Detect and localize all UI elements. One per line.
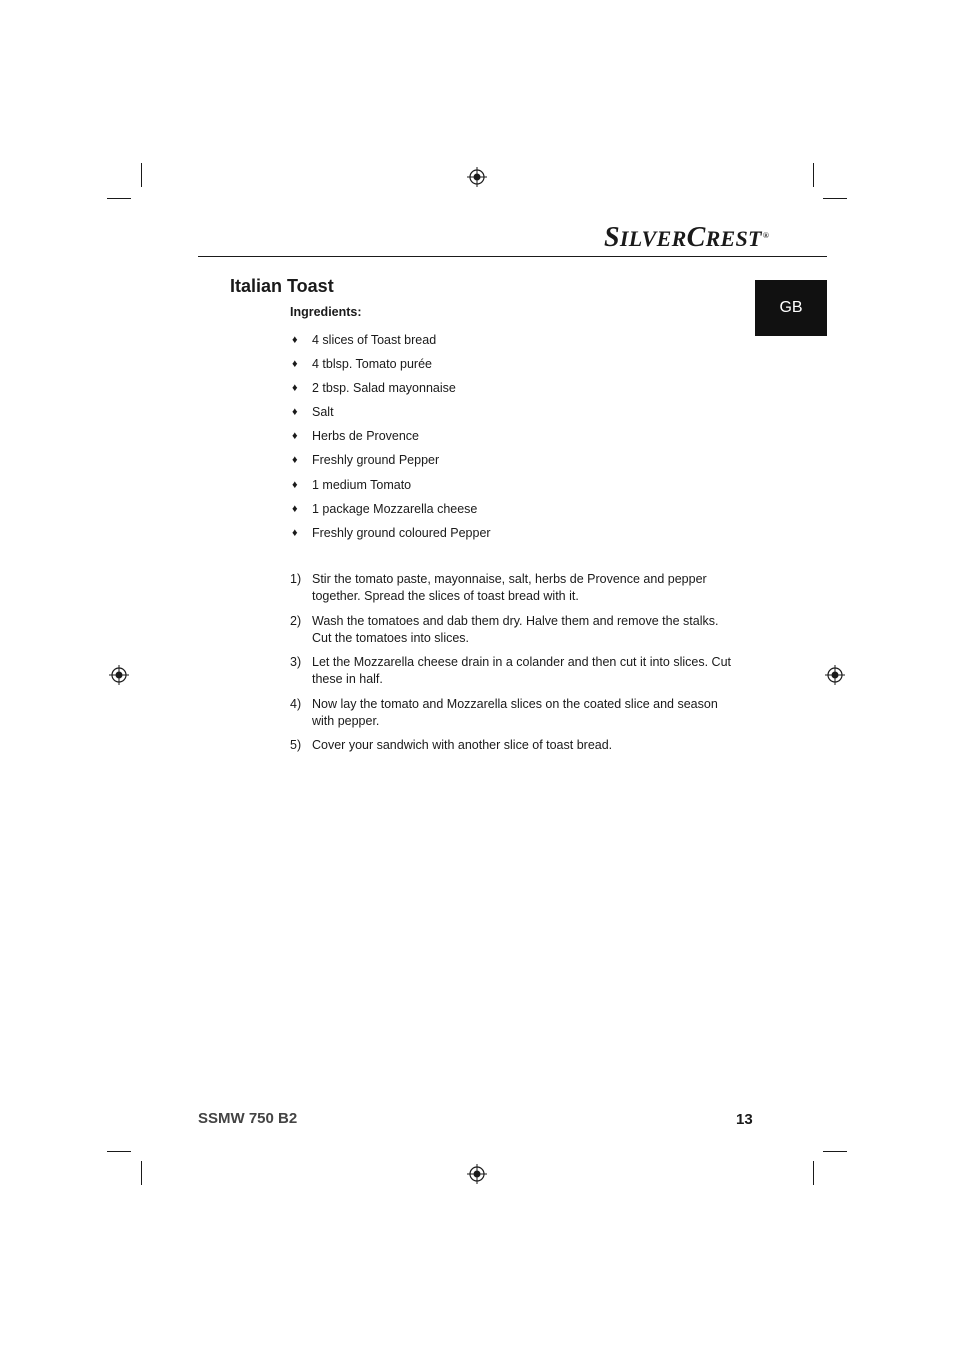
ingredient-item	[292, 524, 491, 548]
ingredient-text: 4 tblsp. Tomato purée	[312, 357, 432, 372]
registration-mark-icon	[467, 167, 487, 187]
registration-mark-icon	[825, 665, 845, 685]
diamond-bullet-icon: ♦	[292, 526, 298, 539]
page-title: Italian Toast	[230, 276, 334, 296]
diamond-bullet-icon: ♦	[292, 334, 298, 346]
instruction-step	[290, 613, 740, 647]
ingredient-item	[292, 331, 491, 355]
ingredient-text: Freshly ground Pepper	[312, 453, 440, 468]
step-number: 5)	[290, 738, 302, 752]
instructions-list	[290, 571, 740, 762]
crop-mark	[107, 198, 131, 199]
diamond-bullet-icon: ♦	[292, 358, 298, 371]
instruction-step	[290, 571, 740, 605]
crop-mark	[823, 198, 847, 199]
ingredients-list	[292, 331, 491, 548]
header-rule	[198, 256, 827, 257]
ingredient-item	[292, 451, 491, 475]
crop-mark	[823, 1151, 847, 1152]
crop-mark	[141, 1161, 142, 1185]
step-number: 3)	[290, 655, 302, 669]
ingredient-item	[292, 476, 491, 500]
page-number: 13	[736, 1111, 753, 1128]
registration-mark-icon	[467, 1164, 487, 1184]
crop-mark	[107, 1151, 131, 1152]
ingredient-text: 4 slices of Toast bread	[312, 333, 437, 347]
instruction-step	[290, 654, 740, 688]
ingredients-heading: Ingredients:	[290, 305, 362, 319]
model-number: SSMW 750 B2	[198, 1110, 298, 1127]
diamond-bullet-icon: ♦	[292, 454, 298, 467]
diamond-bullet-icon: ♦	[292, 502, 298, 515]
step-number: 4)	[290, 696, 302, 711]
ingredient-item	[292, 355, 491, 379]
crop-mark	[813, 1161, 814, 1185]
step-text: Wash the tomatoes and dab them dry. Halve them and remove the stalks. Cut the tomatoes into slices.	[312, 613, 719, 645]
language-tab: GB	[755, 280, 827, 336]
ingredient-text: Herbs de Provence	[312, 429, 420, 444]
ingredient-text: 2 tbsp. Salad mayonnaise	[312, 381, 456, 396]
ingredient-text: Salt	[312, 405, 334, 420]
crop-mark	[141, 163, 142, 187]
ingredient-text: 1 medium Tomato	[312, 477, 412, 492]
diamond-bullet-icon: ♦	[292, 406, 298, 419]
ingredient-item	[292, 500, 491, 524]
ingredient-item	[292, 379, 491, 403]
instruction-step	[290, 737, 740, 754]
diamond-bullet-icon: ♦	[292, 382, 298, 395]
diamond-bullet-icon: ♦	[292, 430, 298, 443]
instruction-step	[290, 696, 740, 730]
ingredient-text: 1 package Mozzarella cheese	[312, 501, 478, 516]
step-text: Let the Mozzarella cheese drain in a colander and then cut it into slices. Cut these in half.	[312, 655, 731, 686]
diamond-bullet-icon: ♦	[292, 478, 298, 491]
ingredient-text: Freshly ground coloured Pepper	[312, 525, 491, 540]
step-text: Cover your sandwich with another slice of toast bread.	[312, 738, 613, 752]
ingredient-item	[292, 403, 491, 427]
step-number: 2)	[290, 613, 302, 628]
step-text: Now lay the tomato and Mozzarella slices on the coated slice and season with pepper.	[312, 696, 718, 728]
step-number: 1)	[290, 572, 302, 586]
registration-mark-icon	[109, 665, 129, 685]
step-text: Stir the tomato paste, mayonnaise, salt, herbs de Provence and pepper together. Spread the slices of toast bread with it.	[312, 572, 707, 603]
brand-logo: SILVERCREST®	[604, 222, 770, 253]
ingredient-item	[292, 427, 491, 451]
crop-mark	[813, 163, 814, 187]
